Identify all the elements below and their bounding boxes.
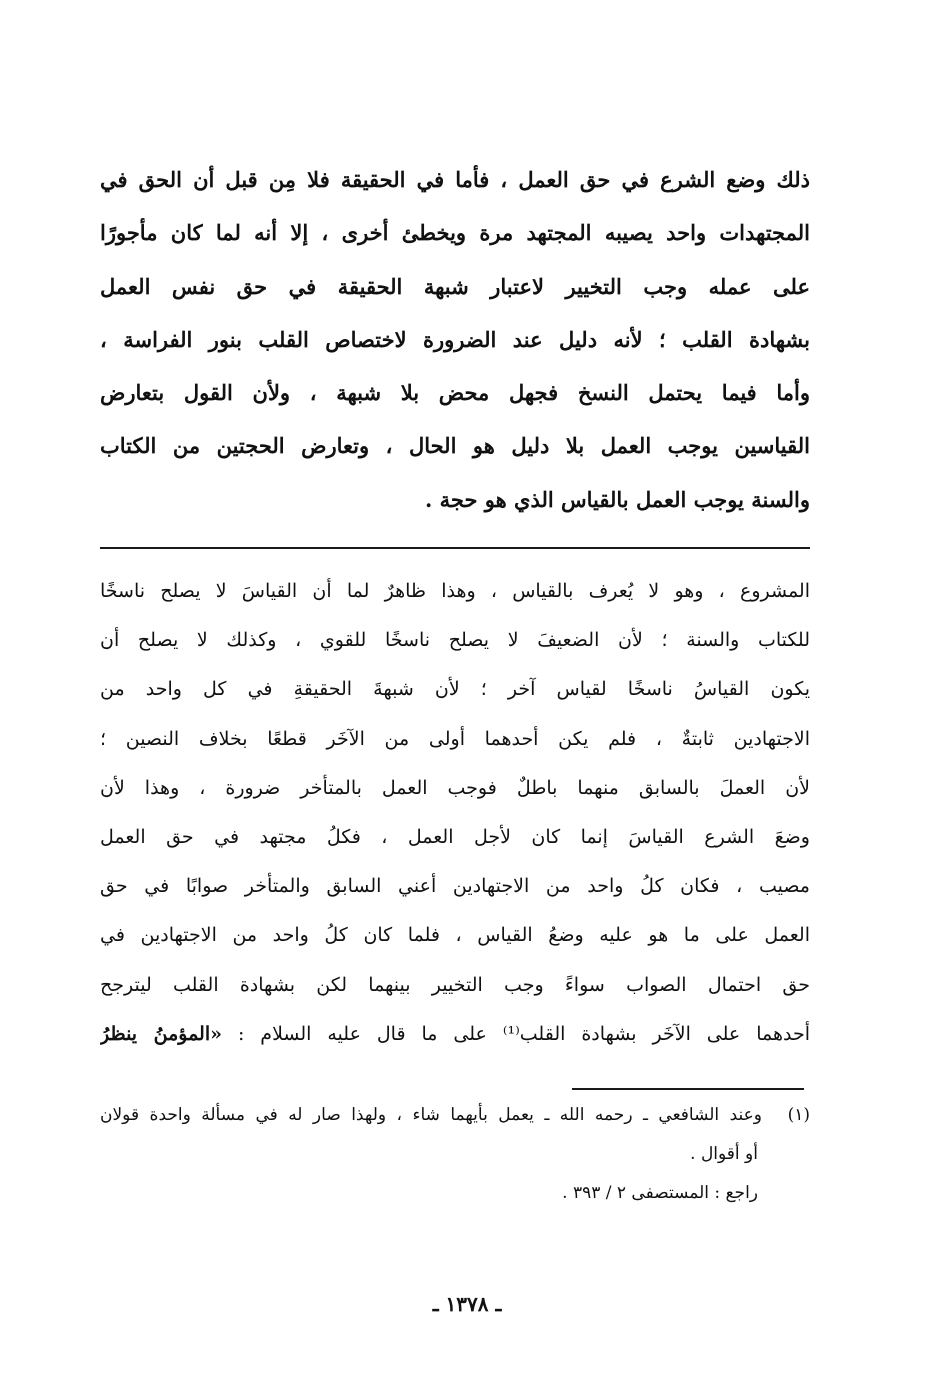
commentary-line: لأن العملَ بالسابق منهما باطلٌ فوجب العمل بالمتأخر ضرورة ، وهذا لأن — [100, 776, 810, 799]
main-text-line: على عمله وجب التخيير لاعتبار شبهة الحقيقة في حق نفس العمل — [100, 273, 810, 299]
main-text-line: القياسين يوجب العمل بلا دليل هو الحال ، وتعارض الحجتين من الكتاب — [100, 433, 810, 459]
commentary-line: وضعَ الشرع القياسَ إنما كان لأجل العمل ، فكلُ مجتهد في حق العمل — [100, 825, 810, 848]
main-text — [100, 153, 810, 526]
footnote — [100, 1096, 810, 1213]
footnote-reference: راجع : المستصفى ٢ / ٣٩٣ . — [562, 1183, 758, 1203]
commentary-last-line-text: أحدهما على الآخَر بشهادة القلب⁽¹⁾ على ما قال عليه السلام : — [237, 1022, 810, 1045]
commentary-line: حق احتمال الصواب سواءً وجب التخيير بينهما لكن بشهادة القلب ليترجح — [100, 973, 810, 996]
page-number: ـ ١٣٧٨ ـ — [432, 1292, 502, 1316]
section-divider — [100, 547, 810, 549]
main-text-line: المجتهدات واحد يصيبه المجتهد مرة ويخطئ أخرى ، إلا أنه لما كان مأجورًا — [100, 220, 810, 246]
commentary-line: للكتاب والسنة ؛ لأن الضعيفَ لا يصلح ناسخًا للقوي ، وكذلك لا يصلح أن — [100, 629, 810, 652]
footnote-line: أو أقوال . — [690, 1144, 758, 1164]
commentary-text — [100, 567, 810, 1059]
commentary-line: يكون القياسُ ناسخًا لقياس آخر ؛ لأن شبهةَ الحقيقةِ في كل واحد من — [100, 678, 810, 701]
footnote-text: وعند الشافعي ـ رحمه الله ـ يعمل بأيهما شاء ، ولهذا صار له في مسألة واحدة قولان — [100, 1105, 762, 1125]
commentary-line: الاجتهادين ثابتةٌ ، فلم يكن أحدهما أولى من الآخَر قطعًا بخلاف النصين ؛ — [100, 727, 810, 750]
footnote-number: (١) — [787, 1105, 810, 1125]
main-text-line: بشهادة القلب ؛ لأنه دليل عند الضرورة لاختصاص القلب بنور الفراسة ، — [100, 326, 810, 352]
hadith-quote-start: «المؤمنُ ينظرُ — [100, 1022, 222, 1045]
footnote-divider — [572, 1088, 804, 1090]
commentary-line: مصيب ، فكان كلُ واحد من الاجتهادين أعني السابق والمتأخر صوابًا في حق — [100, 875, 810, 898]
main-text-line: ذلك وضع الشرع في حق العمل ، فأما في الحقيقة فلا مِن قبل أن الحق في — [100, 167, 810, 192]
commentary-last-line — [100, 1010, 810, 1059]
main-text-line: والسنة يوجب العمل بالقياس الذي هو حجة . — [425, 486, 810, 512]
footnote-line — [100, 1096, 810, 1135]
commentary-line: العمل على ما هو عليه وضعُ القياس ، فلما كان كلُ واحد من الاجتهادين في — [100, 924, 810, 947]
main-text-line: وأما فيما يحتمل النسخ فجهل محض بلا شبهة ، ولأن القول بتعارض — [100, 380, 810, 406]
commentary-line: المشروع ، وهو لا يُعرف بالقياس ، وهذا ظاهرٌ لما أن القياسَ لا يصلح ناسخًا — [100, 580, 810, 602]
